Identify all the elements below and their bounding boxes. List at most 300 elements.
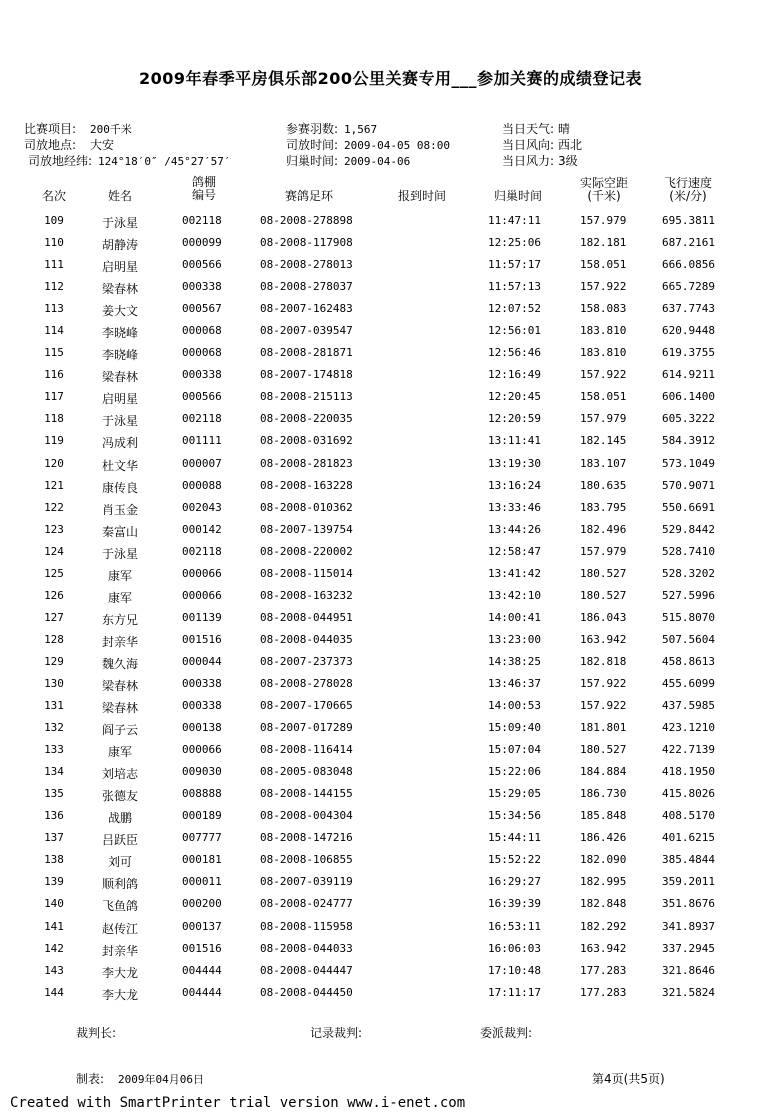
cell-loft-id: 002043 <box>182 500 222 514</box>
cell-speed: 423.1210 <box>662 721 715 735</box>
cell-speed: 570.9071 <box>662 478 715 492</box>
table-row <box>0 342 781 364</box>
cell-loft-id: 000338 <box>182 676 222 690</box>
cell-name: 康军 <box>107 590 132 605</box>
table-row <box>0 364 781 386</box>
cell-return-time: 14:00:41 <box>488 610 541 624</box>
delegate-label: 委派裁判: <box>480 1026 533 1040</box>
cell-distance: 183.810 <box>580 324 627 338</box>
cell-distance: 163.942 <box>580 941 627 955</box>
table-row <box>0 585 781 607</box>
cell-rank: 110 <box>44 236 64 250</box>
location-label: 司放地点: <box>24 138 77 152</box>
cell-rank: 133 <box>44 743 64 757</box>
cell-speed: 529.8442 <box>662 522 715 536</box>
cell-ring-number: 08-2008-278013 <box>260 258 353 272</box>
cell-speed: 527.5996 <box>662 588 715 602</box>
cell-distance: 182.090 <box>580 853 627 867</box>
cell-rank: 144 <box>44 985 64 999</box>
cell-distance: 177.283 <box>580 963 627 977</box>
table-row <box>0 629 781 651</box>
cell-return-time: 16:53:11 <box>488 919 541 933</box>
cell-speed: 605.3222 <box>662 412 715 426</box>
table-row <box>0 320 781 342</box>
weather-label: 当日天气: <box>502 122 555 136</box>
event-label: 比赛项目: <box>24 122 77 136</box>
cell-speed: 614.9211 <box>662 368 715 382</box>
table-row <box>0 254 781 276</box>
cell-rank: 120 <box>44 456 64 470</box>
table-row <box>0 563 781 585</box>
cell-speed: 418.1950 <box>662 765 715 779</box>
cell-return-time: 12:56:46 <box>488 346 541 360</box>
table-row <box>0 210 781 232</box>
cell-loft-id: 001516 <box>182 941 222 955</box>
cell-name: 胡静涛 <box>101 238 138 253</box>
cell-rank: 123 <box>44 522 64 536</box>
cell-distance: 157.922 <box>580 699 627 713</box>
referee-label: 裁判长: <box>76 1026 117 1040</box>
cell-rank: 141 <box>44 919 64 933</box>
cell-ring-number: 08-2008-163228 <box>260 478 353 492</box>
cell-return-time: 11:47:11 <box>488 214 541 227</box>
cell-name: 吕跃臣 <box>101 833 138 848</box>
cell-loft-id: 000066 <box>182 566 222 580</box>
cell-name: 魏久海 <box>101 656 138 671</box>
cell-ring-number: 08-2008-278028 <box>260 676 353 690</box>
cell-distance: 158.051 <box>580 258 627 272</box>
cell-name: 阎子云 <box>101 723 138 738</box>
cell-return-time: 13:19:30 <box>488 456 541 470</box>
cell-speed: 321.5824 <box>662 985 715 999</box>
cell-rank: 116 <box>44 368 64 382</box>
cell-distance: 181.801 <box>580 721 627 735</box>
cell-distance: 186.730 <box>580 787 627 801</box>
table-row <box>0 475 781 497</box>
table-row <box>0 541 781 563</box>
count-value: 1,567 <box>344 123 378 136</box>
maker-date: 2009年04月06日 <box>118 1073 205 1086</box>
cell-distance: 182.818 <box>580 654 627 668</box>
cell-ring-number: 08-2008-215113 <box>260 390 353 404</box>
cell-ring-number: 08-2008-281871 <box>260 346 353 360</box>
cell-name: 刘培志 <box>101 767 138 782</box>
cell-name: 梁春林 <box>101 370 138 385</box>
cell-speed: 573.1049 <box>662 456 715 470</box>
cell-loft-id: 000567 <box>182 302 222 316</box>
info-windforce <box>502 154 578 169</box>
cell-speed: 687.2161 <box>662 236 715 250</box>
header-ring: 赛鸽足环 <box>284 189 333 203</box>
cell-name: 飞鱼鸽 <box>101 899 138 914</box>
table-row <box>0 805 781 827</box>
weather-value: 晴 <box>558 122 571 136</box>
cell-name: 李大龙 <box>101 987 138 1002</box>
table-row <box>0 849 781 871</box>
cell-distance: 177.283 <box>580 985 627 999</box>
header-speed-line2: (米/分) <box>669 189 707 203</box>
cell-name: 于泳星 <box>101 216 138 230</box>
cell-rank: 135 <box>44 787 64 801</box>
cell-name: 梁春林 <box>101 282 138 297</box>
cell-return-time: 15:29:05 <box>488 787 541 801</box>
cell-name: 于泳星 <box>101 546 138 561</box>
cell-loft-id: 002118 <box>182 214 222 227</box>
cell-name: 启明星 <box>101 392 138 407</box>
cell-rank: 118 <box>44 412 64 426</box>
cell-speed: 437.5985 <box>662 699 715 713</box>
cell-rank: 143 <box>44 963 64 977</box>
header-loft-line2: 编号 <box>191 188 216 202</box>
cell-name: 封亲华 <box>101 943 138 958</box>
count-label: 参赛羽数: <box>286 122 339 136</box>
cell-return-time: 16:39:39 <box>488 897 541 911</box>
maker-label: 制表: <box>76 1072 105 1086</box>
cell-speed: 351.8676 <box>662 897 715 911</box>
cell-ring-number: 08-2008-044033 <box>260 941 353 955</box>
cell-return-time: 17:10:48 <box>488 963 541 977</box>
info-weather <box>502 122 570 137</box>
cell-loft-id: 001139 <box>182 610 222 624</box>
cell-distance: 158.083 <box>580 302 627 316</box>
cell-return-time: 12:07:52 <box>488 302 541 316</box>
cell-ring-number: 08-2008-115958 <box>260 919 353 933</box>
header-return: 归巢时间 <box>493 189 542 203</box>
cell-distance: 157.979 <box>580 214 627 227</box>
info-event <box>24 122 132 137</box>
maker-line <box>76 1070 204 1087</box>
cell-return-time: 13:41:42 <box>488 566 541 580</box>
page-indicator: 第4页(共5页) <box>592 1072 665 1086</box>
info-count <box>286 122 377 137</box>
cell-distance: 180.527 <box>580 588 627 602</box>
cell-return-time: 16:29:27 <box>488 875 541 889</box>
cell-distance: 182.145 <box>580 434 627 448</box>
cell-distance: 180.527 <box>580 566 627 580</box>
cell-name: 赵传江 <box>101 921 138 936</box>
table-row <box>0 651 781 673</box>
cell-rank: 112 <box>44 280 64 294</box>
cell-return-time: 13:42:10 <box>488 588 541 602</box>
cell-rank: 115 <box>44 346 64 360</box>
cell-distance: 157.922 <box>580 676 627 690</box>
cell-distance: 186.426 <box>580 831 627 845</box>
info-release <box>286 138 450 153</box>
cell-return-time: 13:44:26 <box>488 522 541 536</box>
cell-return-time: 11:57:17 <box>488 258 541 272</box>
table-row <box>0 298 781 320</box>
cell-speed: 620.9448 <box>662 324 715 338</box>
cell-distance: 185.848 <box>580 809 627 823</box>
cell-speed: 619.3755 <box>662 346 715 360</box>
cell-ring-number: 08-2008-010362 <box>260 500 353 514</box>
cell-rank: 122 <box>44 500 64 514</box>
cell-speed: 584.3912 <box>662 434 715 448</box>
cell-ring-number: 08-2007-174818 <box>260 368 353 382</box>
cell-rank: 119 <box>44 434 64 448</box>
cell-loft-id: 000200 <box>182 897 222 911</box>
table-row <box>0 232 781 254</box>
cell-speed: 528.3202 <box>662 566 715 580</box>
cell-return-time: 16:06:03 <box>488 941 541 955</box>
cell-loft-id: 008888 <box>182 787 222 801</box>
cell-rank: 129 <box>44 654 64 668</box>
cell-ring-number: 08-2008-044951 <box>260 610 353 624</box>
header-report: 报到时间 <box>397 189 446 203</box>
cell-loft-id: 000044 <box>182 654 222 668</box>
cell-speed: 528.7410 <box>662 544 715 558</box>
cell-speed: 337.2945 <box>662 941 715 955</box>
cell-return-time: 15:07:04 <box>488 743 541 757</box>
cell-loft-id: 002118 <box>182 544 222 558</box>
cell-name: 康军 <box>107 745 132 760</box>
cell-name: 东方兄 <box>101 612 138 627</box>
table-row <box>0 783 781 805</box>
cell-rank: 127 <box>44 610 64 624</box>
table-row <box>0 673 781 695</box>
coords-value: 124°18′0″ /45°27′57′ <box>98 155 231 168</box>
recorder-label: 记录裁判: <box>310 1026 363 1040</box>
cell-rank: 113 <box>44 302 64 316</box>
cell-speed: 321.8646 <box>662 963 715 977</box>
cell-name: 战鹏 <box>107 811 132 826</box>
cell-speed: 408.5170 <box>662 809 715 823</box>
cell-return-time: 17:11:17 <box>488 985 541 999</box>
cell-rank: 128 <box>44 632 64 646</box>
info-coords <box>28 154 231 169</box>
cell-name: 康传良 <box>101 480 138 495</box>
table-row <box>0 717 781 739</box>
cell-speed: 359.2011 <box>662 875 715 889</box>
cell-rank: 136 <box>44 809 64 823</box>
table-row <box>0 827 781 849</box>
cell-ring-number: 08-2008-117908 <box>260 236 353 250</box>
cell-distance: 180.635 <box>580 478 627 492</box>
cell-loft-id: 000142 <box>182 522 222 536</box>
cell-name: 梁春林 <box>101 701 138 716</box>
cell-return-time: 13:23:00 <box>488 632 541 646</box>
header-name: 姓名 <box>107 189 132 203</box>
cell-return-time: 15:22:06 <box>488 765 541 779</box>
table-row <box>0 871 781 893</box>
info-return <box>286 154 410 169</box>
table-row <box>0 982 781 1004</box>
cell-loft-id: 007777 <box>182 831 222 845</box>
cell-ring-number: 08-2008-115014 <box>260 566 353 580</box>
header-distance <box>572 177 636 203</box>
table-row <box>0 276 781 298</box>
page-title: 2009年春季平房俱乐部200公里关赛专用___参加关赛的成绩登记表 <box>139 69 642 88</box>
cell-distance: 180.527 <box>580 743 627 757</box>
cell-loft-id: 000007 <box>182 456 222 470</box>
cell-ring-number: 08-2008-044450 <box>260 985 353 999</box>
cell-name: 启明星 <box>101 260 138 275</box>
cell-name: 张德友 <box>101 789 138 804</box>
cell-return-time: 15:34:56 <box>488 809 541 823</box>
coords-label: 司放地经纬: <box>28 154 93 168</box>
cell-loft-id: 000066 <box>182 743 222 757</box>
table-row <box>0 386 781 408</box>
cell-name: 秦富山 <box>101 524 138 539</box>
cell-ring-number: 08-2008-147216 <box>260 831 353 845</box>
cell-return-time: 15:52:22 <box>488 853 541 867</box>
cell-name: 刘可 <box>107 855 132 870</box>
cell-return-time: 12:20:45 <box>488 390 541 404</box>
cell-speed: 515.8070 <box>662 610 715 624</box>
cell-rank: 142 <box>44 941 64 955</box>
cell-distance: 182.181 <box>580 236 627 250</box>
cell-speed: 666.0856 <box>662 258 715 272</box>
header-rank: 名次 <box>41 189 66 203</box>
cell-rank: 137 <box>44 831 64 845</box>
cell-distance: 182.995 <box>580 875 627 889</box>
cell-name: 康军 <box>107 568 132 583</box>
cell-rank: 134 <box>44 765 64 779</box>
cell-return-time: 14:38:25 <box>488 654 541 668</box>
release-value: 2009-04-05 08:00 <box>344 139 451 152</box>
event-value: 200千米 <box>90 123 132 136</box>
cell-return-time: 12:20:59 <box>488 412 541 426</box>
cell-ring-number: 08-2008-106855 <box>260 853 353 867</box>
table-row <box>0 938 781 960</box>
cell-rank: 111 <box>44 258 64 272</box>
info-location <box>24 138 114 153</box>
cell-speed: 385.4844 <box>662 853 715 867</box>
cell-rank: 139 <box>44 875 64 889</box>
cell-rank: 131 <box>44 699 64 713</box>
cell-return-time: 11:57:13 <box>488 280 541 294</box>
trial-watermark: Created with SmartPrinter trial version www.i-enet.com <box>10 1095 466 1111</box>
cell-rank: 126 <box>44 588 64 602</box>
windforce-value: 3级 <box>558 154 578 168</box>
cell-loft-id: 000088 <box>182 478 222 492</box>
results-table <box>0 210 781 1004</box>
return-value: 2009-04-06 <box>344 155 411 168</box>
cell-loft-id: 000068 <box>182 324 222 338</box>
cell-distance: 157.979 <box>580 412 627 426</box>
cell-rank: 114 <box>44 324 64 338</box>
cell-loft-id: 000566 <box>182 390 222 404</box>
cell-ring-number: 08-2008-281823 <box>260 456 353 470</box>
cell-return-time: 12:25:06 <box>488 236 541 250</box>
cell-name: 封亲华 <box>101 634 138 649</box>
cell-return-time: 13:11:41 <box>488 434 541 448</box>
header-speed-line1: 飞行速度 <box>663 176 712 190</box>
cell-name: 杜文华 <box>101 458 138 473</box>
return-label: 归巢时间: <box>286 154 339 168</box>
cell-name: 梁春林 <box>101 678 138 693</box>
cell-distance: 184.884 <box>580 765 627 779</box>
cell-ring-number: 08-2008-220035 <box>260 412 353 426</box>
cell-ring-number: 08-2007-017289 <box>260 721 353 735</box>
table-row <box>0 893 781 915</box>
cell-speed: 341.8937 <box>662 919 715 933</box>
cell-rank: 117 <box>44 390 64 404</box>
cell-distance: 157.922 <box>580 280 627 294</box>
cell-loft-id: 000138 <box>182 721 222 735</box>
cell-speed: 637.7743 <box>662 302 715 316</box>
winddir-label: 当日风向: <box>502 138 555 152</box>
table-row <box>0 916 781 938</box>
cell-ring-number: 08-2008-163232 <box>260 588 353 602</box>
table-row <box>0 607 781 629</box>
release-label: 司放时间: <box>286 138 339 152</box>
windforce-label: 当日风力: <box>502 154 555 168</box>
cell-distance: 183.810 <box>580 346 627 360</box>
header-distance-line2: (千米) <box>587 189 621 203</box>
cell-distance: 186.043 <box>580 610 627 624</box>
cell-distance: 163.942 <box>580 632 627 646</box>
cell-distance: 182.496 <box>580 522 627 536</box>
cell-return-time: 15:44:11 <box>488 831 541 845</box>
cell-ring-number: 08-2008-031692 <box>260 434 353 448</box>
cell-loft-id: 000338 <box>182 280 222 294</box>
cell-name: 顺利鸽 <box>101 877 138 892</box>
cell-ring-number: 08-2005-083048 <box>260 765 353 779</box>
winddir-value: 西北 <box>558 138 583 152</box>
cell-ring-number: 08-2008-044035 <box>260 632 353 646</box>
cell-ring-number: 08-2007-237373 <box>260 654 353 668</box>
cell-return-time: 13:33:46 <box>488 500 541 514</box>
cell-loft-id: 000011 <box>182 875 222 889</box>
cell-name: 肖玉金 <box>101 502 138 517</box>
cell-return-time: 12:56:01 <box>488 324 541 338</box>
cell-ring-number: 08-2008-116414 <box>260 743 353 757</box>
cell-loft-id: 001111 <box>182 434 222 448</box>
cell-name: 李晓峰 <box>101 348 138 363</box>
cell-speed: 550.6691 <box>662 500 715 514</box>
cell-ring-number: 08-2008-004304 <box>260 809 353 823</box>
cell-rank: 138 <box>44 853 64 867</box>
cell-speed: 401.6215 <box>662 831 715 845</box>
cell-ring-number: 08-2008-278898 <box>260 214 353 227</box>
cell-return-time: 13:16:24 <box>488 478 541 492</box>
cell-loft-id: 000068 <box>182 346 222 360</box>
header-distance-line1: 实际空距 <box>579 176 628 190</box>
cell-return-time: 15:09:40 <box>488 721 541 735</box>
cell-return-time: 14:00:53 <box>488 699 541 713</box>
cell-ring-number: 08-2008-024777 <box>260 897 353 911</box>
cell-rank: 109 <box>44 214 64 227</box>
cell-loft-id: 002118 <box>182 412 222 426</box>
cell-rank: 125 <box>44 566 64 580</box>
cell-speed: 695.3811 <box>662 214 715 227</box>
cell-return-time: 13:46:37 <box>488 676 541 690</box>
cell-return-time: 12:16:49 <box>488 368 541 382</box>
table-row <box>0 695 781 717</box>
cell-loft-id: 000066 <box>182 588 222 602</box>
cell-ring-number: 08-2008-144155 <box>260 787 353 801</box>
header-loft <box>180 176 228 202</box>
cell-ring-number: 08-2007-139754 <box>260 522 353 536</box>
location-value: 大安 <box>90 138 115 152</box>
cell-loft-id: 004444 <box>182 985 222 999</box>
cell-name: 于泳星 <box>101 414 138 429</box>
cell-name: 李大龙 <box>101 965 138 980</box>
cell-return-time: 12:58:47 <box>488 544 541 558</box>
cell-speed: 507.5604 <box>662 632 715 646</box>
table-row <box>0 761 781 783</box>
table-row <box>0 960 781 982</box>
cell-loft-id: 000338 <box>182 368 222 382</box>
cell-loft-id: 000189 <box>182 809 222 823</box>
cell-loft-id: 009030 <box>182 765 222 779</box>
cell-name: 冯成利 <box>101 436 138 451</box>
cell-loft-id: 000566 <box>182 258 222 272</box>
cell-ring-number: 08-2008-220002 <box>260 544 353 558</box>
info-winddir <box>502 138 582 153</box>
table-row <box>0 430 781 452</box>
